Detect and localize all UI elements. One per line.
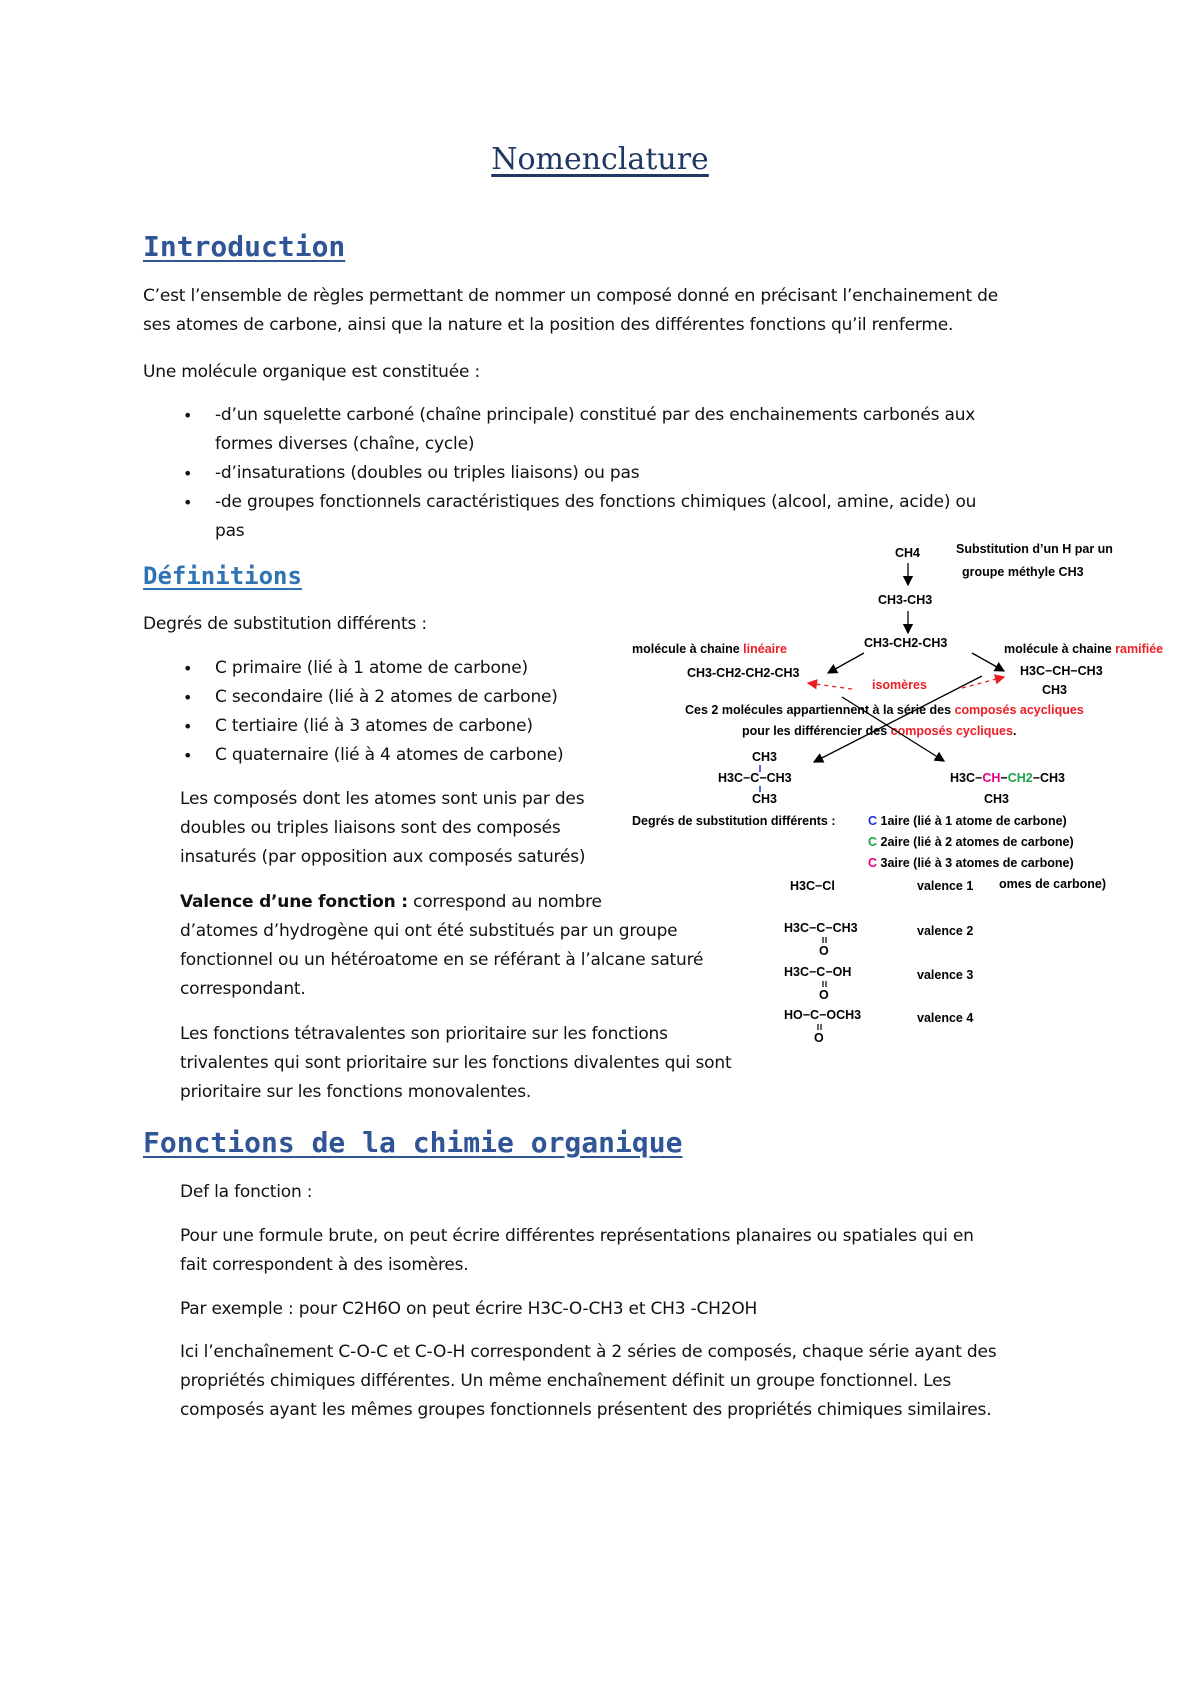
- substitution-label: Substitution d’un H par un: [956, 542, 1113, 556]
- formula-isobutane-branch: CH3: [1042, 683, 1068, 697]
- list-item: • -d’un squelette carboné (chaîne principale) constitué par des enchainements carbonés aux formes diverses (chaîne, cycle): [143, 401, 976, 459]
- valence-4-label: valence 4: [917, 1011, 974, 1025]
- neopentane-top: CH3: [752, 750, 778, 764]
- valence-3-formula: H3C−C−OH: [784, 965, 852, 979]
- list-item: • C tertiaire (lié à 3 atomes de carbone): [143, 712, 563, 741]
- branched-label: molécule à chaine ramifiée: [1004, 642, 1164, 656]
- heading-introduction: Introduction: [143, 230, 346, 263]
- intro-molecule-text: Une molécule organique est constituée :: [143, 362, 480, 382]
- list-item: • -de groupes fonctionnels caractéristiques des fonctions chimiques (alcool, amine, acide) ou pas: [143, 488, 976, 546]
- formula-isobutane: H3C−CH−CH3: [1020, 664, 1103, 678]
- formula-ch4: CH4: [895, 546, 921, 560]
- insaturation-paragraph: Les composés dont les atomes sont unis par des doubles ou triples liaisons sont des composés insaturés (par opposition aux composés saturés): [180, 789, 586, 867]
- neopentane-bottom: CH3: [752, 792, 778, 806]
- intro-line: ses atomes de carbone, ainsi que la nature et la position des différentes fonctions qu’il renferme.: [143, 315, 954, 335]
- list-item: • C quaternaire (lié à 4 atomes de carbone): [143, 741, 563, 770]
- arrow-linear: [828, 653, 864, 673]
- chemistry-diagram: [632, 535, 1200, 1055]
- intro-bullet-list: [143, 401, 976, 546]
- formula-butane: CH3-CH2-CH2-CH3: [687, 666, 800, 680]
- list-item: • C primaire (lié à 1 atome de carbone): [143, 654, 563, 683]
- neopentane-main: H3C−C−CH3: [718, 771, 792, 785]
- degre-4-partial: omes de carbone): [999, 877, 1106, 891]
- intro-line: C’est l’ensemble de règles permettant de nommer un composé donné en précisant l’enchainement de: [143, 286, 999, 306]
- degre-1: C 1aire (lié à 1 atome de carbone): [868, 814, 1067, 828]
- substitution-label: groupe méthyle CH3: [962, 565, 1084, 579]
- degre-3: C 3aire (lié à 3 atomes de carbone): [868, 856, 1074, 870]
- fonction-paragraph-1: Pour une formule brute, on peut écrire différentes représentations planaires ou spatiales qui en fait correspondent à des isomères.: [180, 1226, 974, 1275]
- linear-label: molécule à chaine linéaire: [632, 642, 787, 656]
- degre-2: C 2aire (lié à 2 atomes de carbone): [868, 835, 1074, 849]
- valence-paragraph: Valence d’une fonction : correspond au nombre d’atomes d’hydrogène qui ont été substitués par un groupe fonctionnel ou un hétéroatome en se référant à l’alcane saturé correspondant.: [180, 892, 704, 999]
- valence-2-oxygen: O: [819, 944, 829, 958]
- valence-3-oxygen: O: [819, 988, 829, 1002]
- list-item: • C secondaire (lié à 2 atomes de carbone): [143, 683, 563, 712]
- fonction-def: Def la fonction :: [180, 1182, 313, 1202]
- formula-ethane: CH3-CH3: [878, 593, 933, 607]
- definitions-intro: Degrés de substitution différents :: [143, 614, 427, 634]
- valence-3-label: valence 3: [917, 968, 974, 982]
- series-text: pour les différencier des composés cycliques.: [742, 724, 1017, 738]
- fonction-example: Par exemple : pour C2H6O on peut écrire H3C-O-CH3 et CH3 -CH2OH: [180, 1299, 758, 1319]
- chemistry-figure: [632, 535, 1200, 1055]
- substitution-list: [143, 654, 563, 770]
- valence-1-label: valence 1: [917, 879, 974, 893]
- fonction-paragraph-3: Ici l’enchaînement C-O-C et C-O-H correspondent à 2 séries de composés, chaque série ayant des propriétés chimiques différentes. Un même enchaînement définit un groupe fonctionnel. Les composés ayant les mêmes groupes fonctionnels présentent des propriétés chimiques similaires.: [180, 1342, 997, 1420]
- priority-paragraph: Les fonctions tétravalentes son prioritaire sur les fonctions trivalentes qui sont prioritaire sur les fonctions divalentes qui sont prioritaire sur les fonctions monovalentes.: [180, 1024, 732, 1102]
- valence-2-formula: H3C−C−CH3: [784, 921, 858, 935]
- heading-definitions: Définitions: [143, 562, 302, 590]
- series-text: Ces 2 molécules appartiennent à la série des composés acycliques: [685, 703, 1084, 717]
- intro-paragraph: [143, 282, 998, 340]
- degres-label: Degrés de substitution différents :: [632, 814, 836, 828]
- formula-propane: CH3-CH2-CH3: [864, 636, 948, 650]
- isopentane-branch: CH3: [984, 792, 1010, 806]
- valence-1-formula: H3C−Cl: [790, 879, 835, 893]
- valence-4-formula: HO−C−OCH3: [784, 1008, 862, 1022]
- valence-term: Valence d’une fonction :: [180, 892, 408, 912]
- page-title: Nomenclature: [491, 142, 709, 177]
- isomeres-label: isomères: [872, 678, 927, 692]
- heading-fonctions: Fonctions de la chimie organique: [143, 1126, 683, 1159]
- isomer-arrow-left: [808, 683, 852, 689]
- valence-2-label: valence 2: [917, 924, 974, 938]
- arrow-branched: [972, 653, 1004, 671]
- valence-4-oxygen: O: [814, 1031, 824, 1045]
- isopentane-main: H3C−CH−CH2−CH3: [950, 771, 1066, 785]
- list-item: • -d’insaturations (doubles ou triples liaisons) ou pas: [143, 459, 976, 488]
